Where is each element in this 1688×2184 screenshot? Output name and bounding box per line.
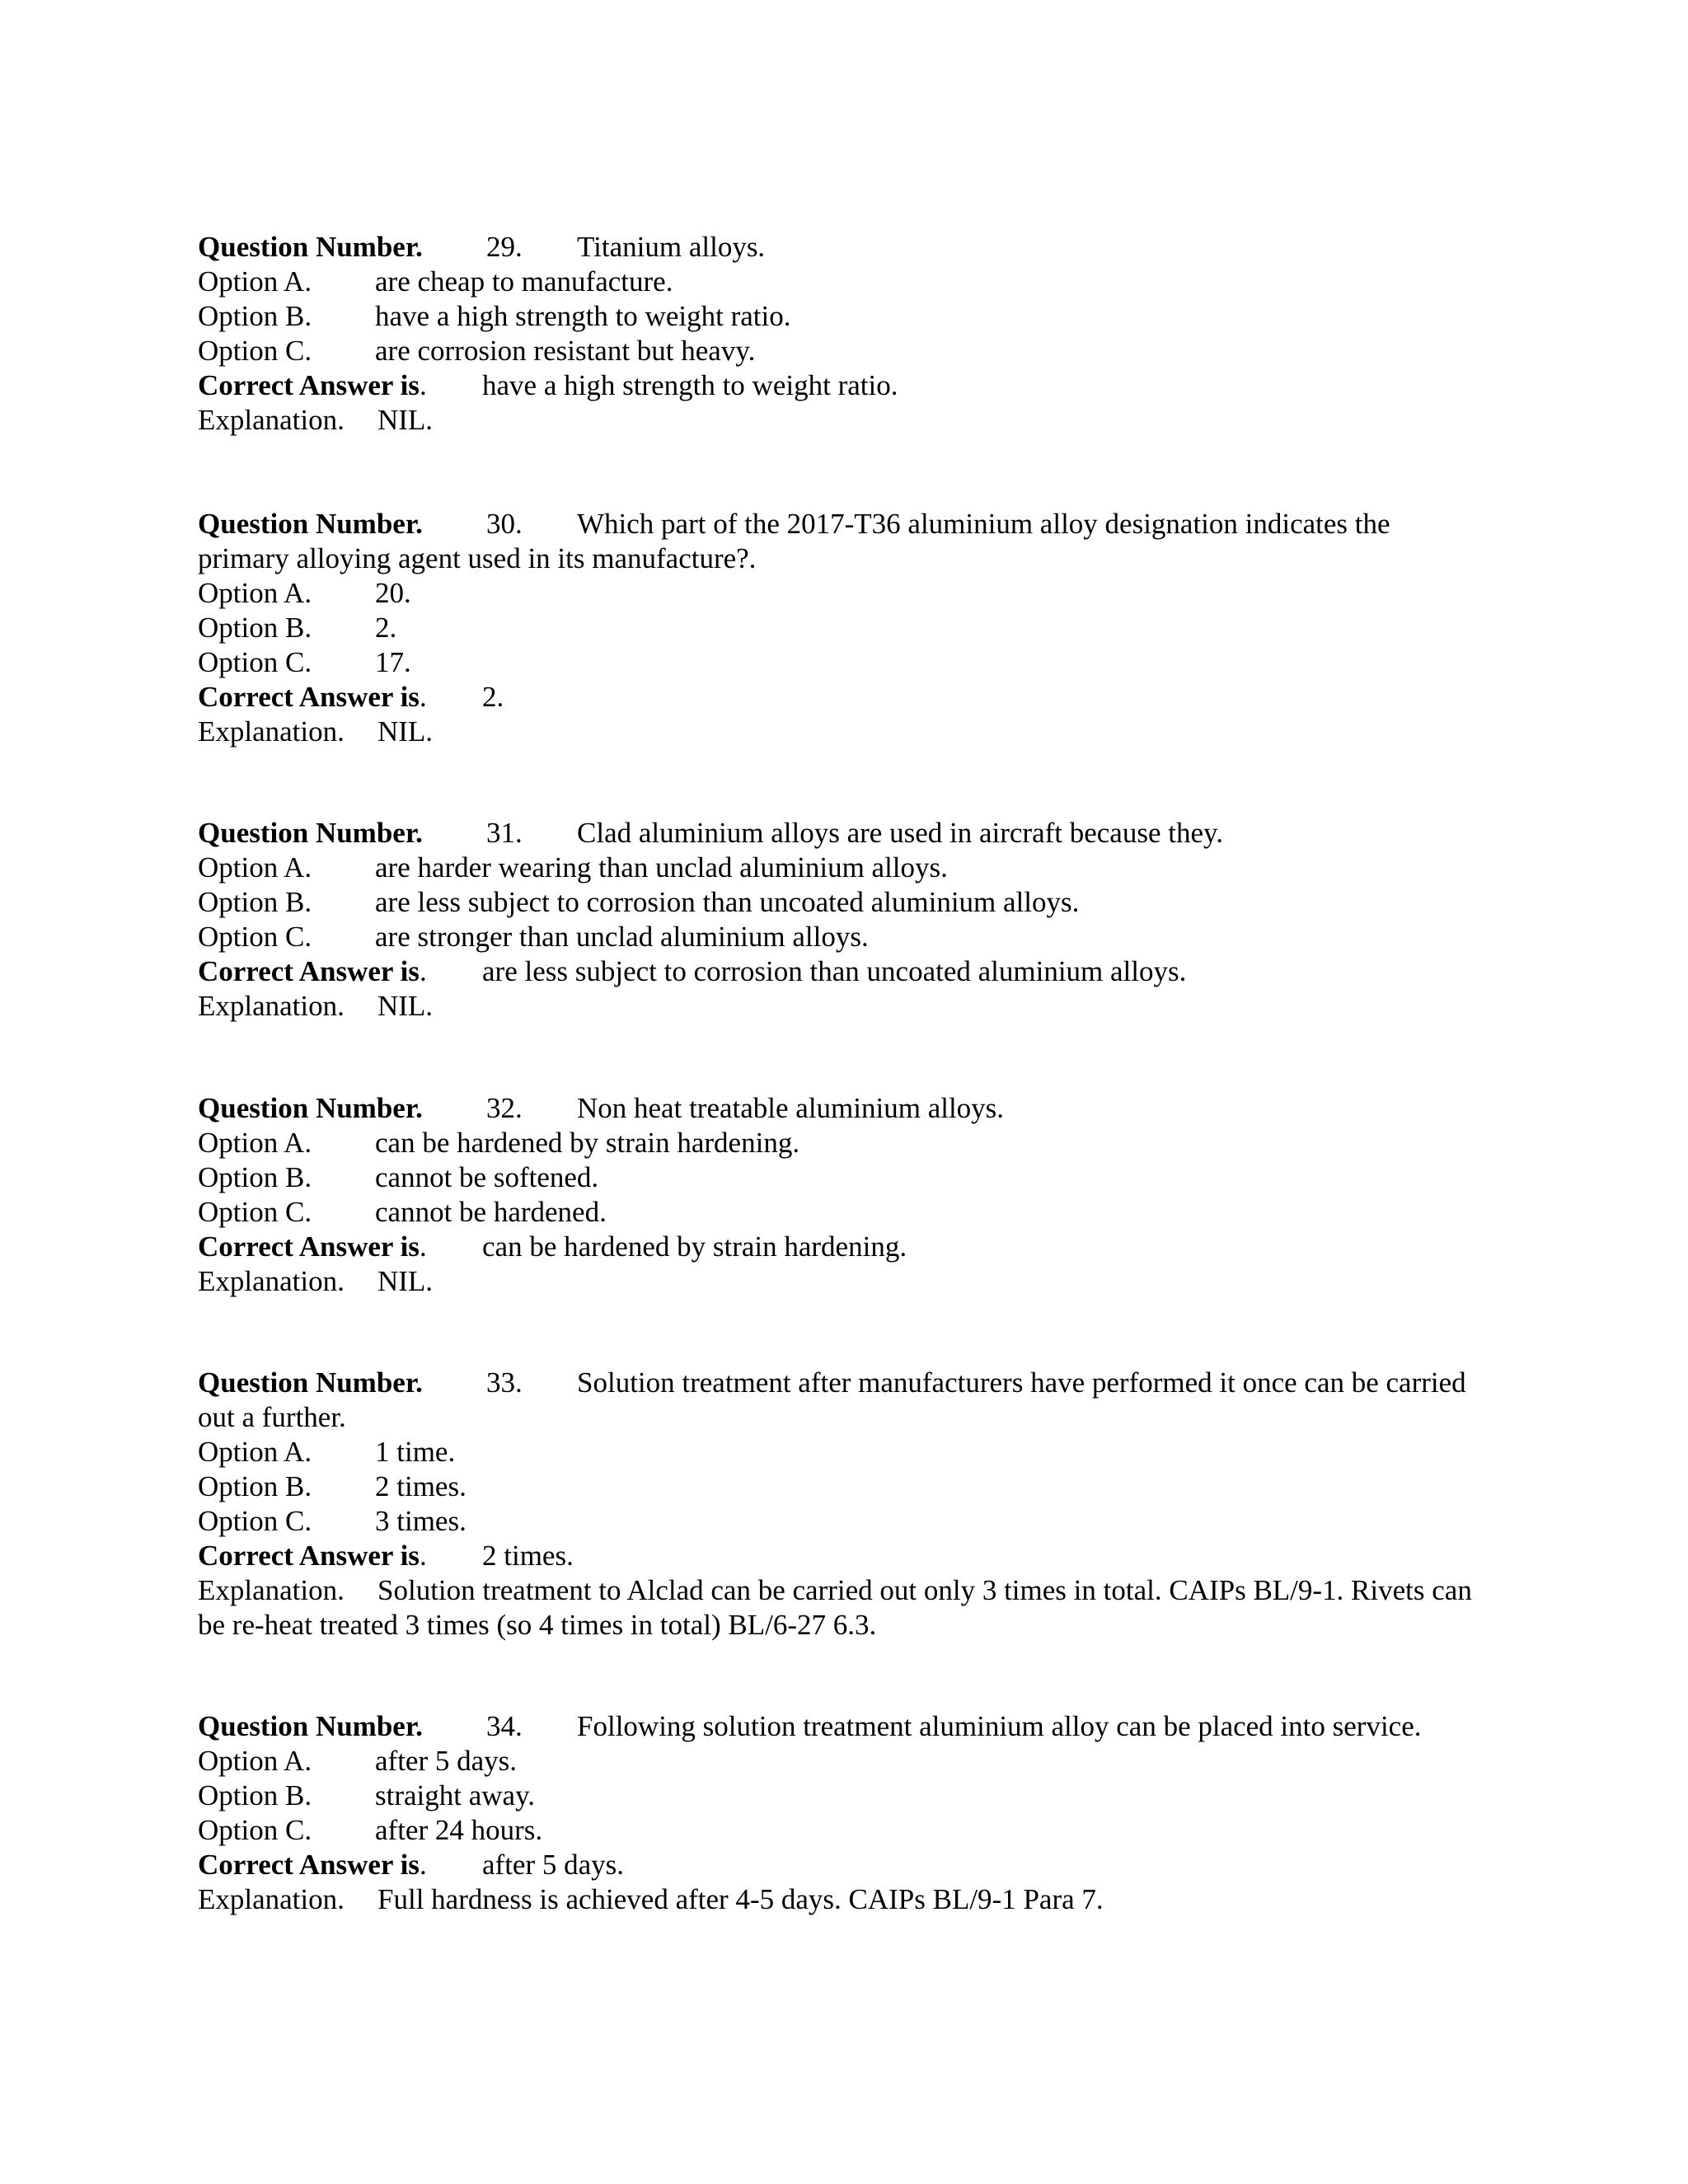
answer-label	[198, 1848, 482, 1882]
question-number-label: Question Number.	[198, 508, 423, 540]
option-text: after 5 days.	[375, 1745, 518, 1777]
option-text: 1 time.	[375, 1436, 456, 1468]
option-line	[198, 885, 1484, 920]
option-label: Option A.	[198, 851, 312, 883]
option-label: Option C.	[198, 1196, 312, 1228]
question-text: Following solution treatment aluminium alloy can be placed into service.	[577, 1710, 1422, 1742]
option-text: 2 times.	[375, 1470, 467, 1502]
option-line	[198, 1813, 1484, 1848]
question-line	[198, 816, 1484, 851]
answer-text: 2 times.	[482, 1540, 574, 1572]
option-text: cannot be softened.	[375, 1161, 599, 1193]
option-text: 20.	[375, 577, 411, 609]
question-line	[198, 1366, 1484, 1435]
option-text: are corrosion resistant but heavy.	[375, 335, 756, 367]
option-label: Option C.	[198, 1814, 312, 1846]
answer-label-bold: Correct Answer is	[198, 681, 420, 713]
option-text: 2.	[375, 612, 397, 644]
option-label: Option C.	[198, 646, 312, 678]
option-line	[198, 851, 1484, 885]
question-line	[198, 1091, 1484, 1126]
option-text: are harder wearing than unclad aluminium alloys.	[375, 851, 948, 883]
explanation-line	[198, 1264, 1484, 1299]
option-line	[198, 611, 1484, 645]
answer-text: have a high strength to weight ratio.	[482, 369, 898, 401]
question-text: Clad aluminium alloys are used in aircraft because they.	[577, 817, 1223, 849]
option-text: have a high strength to weight ratio.	[375, 300, 791, 332]
option-line	[198, 1744, 1484, 1779]
explanation-line	[198, 989, 1484, 1024]
answer-label	[198, 680, 482, 715]
answer-text: are less subject to corrosion than uncoated aluminium alloys.	[482, 955, 1187, 987]
explanation-text: NIL.	[377, 990, 434, 1022]
question-line	[198, 230, 1484, 265]
question-number-label: Question Number.	[198, 1710, 423, 1742]
answer-line	[198, 680, 1484, 715]
option-text: are less subject to corrosion than uncoated aluminium alloys.	[375, 886, 1080, 918]
option-label: Option A.	[198, 577, 312, 609]
question-block	[198, 230, 1484, 438]
option-line	[198, 576, 1484, 611]
answer-label-dot: .	[419, 1230, 427, 1263]
option-line	[198, 334, 1484, 368]
option-text: are cheap to manufacture.	[375, 265, 673, 298]
option-line	[198, 299, 1484, 334]
answer-text: 2.	[482, 681, 504, 713]
question-number: 34.	[486, 1710, 523, 1742]
answer-text: can be hardened by strain hardening.	[482, 1230, 907, 1263]
option-label: Option A.	[198, 1127, 312, 1159]
question-block	[198, 816, 1484, 1024]
answer-label-bold: Correct Answer is	[198, 1849, 420, 1881]
option-label: Option B.	[198, 1470, 312, 1502]
option-text: cannot be hardened.	[375, 1196, 607, 1228]
explanation-label: Explanation.	[198, 715, 345, 748]
answer-line	[198, 1539, 1484, 1573]
explanation-line	[198, 715, 1484, 749]
option-text: can be hardened by strain hardening.	[375, 1127, 800, 1159]
option-label: Option C.	[198, 1505, 312, 1537]
answer-label-bold: Correct Answer is	[198, 955, 420, 987]
question-text: Which part of the 2017-T36 aluminium alloy designation indicates the primary alloying agent used in its manufacture?.	[198, 508, 1390, 574]
answer-label-dot: .	[419, 1849, 427, 1881]
question-block	[198, 507, 1484, 749]
explanation-text: Full hardness is achieved after 4-5 days. CAIPs BL/9-1 Para 7.	[377, 1883, 1104, 1915]
option-label: Option B.	[198, 612, 312, 644]
option-line	[198, 1469, 1484, 1504]
answer-label-bold: Correct Answer is	[198, 1540, 420, 1572]
option-label: Option A.	[198, 1745, 312, 1777]
option-line	[198, 645, 1484, 680]
answer-label-dot: .	[419, 369, 427, 401]
option-label: Option B.	[198, 886, 312, 918]
answer-line	[198, 1848, 1484, 1882]
question-line	[198, 507, 1484, 576]
answer-label	[198, 954, 482, 989]
question-number-label: Question Number.	[198, 817, 423, 849]
question-line	[198, 1709, 1484, 1744]
question-block	[198, 1091, 1484, 1299]
question-number: 31.	[486, 817, 523, 849]
question-text: Titanium alloys.	[577, 231, 766, 263]
question-number-label: Question Number.	[198, 231, 423, 263]
option-line	[198, 1195, 1484, 1230]
option-text: are stronger than unclad aluminium alloys.	[375, 921, 869, 953]
explanation-text: NIL.	[377, 715, 434, 748]
question-number-label: Question Number.	[198, 1366, 423, 1399]
question-text: Non heat treatable aluminium alloys.	[577, 1092, 1005, 1124]
answer-line	[198, 954, 1484, 989]
option-label: Option B.	[198, 300, 312, 332]
question-block	[198, 1709, 1484, 1917]
answer-label-dot: .	[419, 1540, 427, 1572]
answer-label	[198, 368, 482, 403]
option-text: straight away.	[375, 1779, 536, 1811]
option-line	[198, 1779, 1484, 1813]
question-number: 30.	[486, 508, 523, 540]
explanation-text: NIL.	[377, 404, 434, 436]
answer-label	[198, 1539, 482, 1573]
option-label: Option B.	[198, 1161, 312, 1193]
explanation-label: Explanation.	[198, 1883, 345, 1915]
option-text: 17.	[375, 646, 411, 678]
option-line	[198, 1435, 1484, 1469]
question-number: 32.	[486, 1092, 523, 1124]
answer-line	[198, 1230, 1484, 1264]
question-number: 29.	[486, 231, 523, 263]
answer-text: after 5 days.	[482, 1849, 625, 1881]
option-text: 3 times.	[375, 1505, 467, 1537]
question-block	[198, 1366, 1484, 1643]
explanation-line	[198, 403, 1484, 438]
explanation-text: NIL.	[377, 1265, 434, 1297]
explanation-label: Explanation.	[198, 1574, 345, 1606]
answer-line	[198, 368, 1484, 403]
option-label: Option A.	[198, 265, 312, 298]
option-line	[198, 1504, 1484, 1539]
option-label: Option A.	[198, 1436, 312, 1468]
option-line	[198, 1126, 1484, 1160]
answer-label-dot: .	[419, 681, 427, 713]
option-label: Option B.	[198, 1779, 312, 1811]
answer-label-bold: Correct Answer is	[198, 369, 420, 401]
explanation-label: Explanation.	[198, 990, 345, 1022]
option-text: after 24 hours.	[375, 1814, 543, 1846]
question-number-label: Question Number.	[198, 1092, 423, 1124]
question-number: 33.	[486, 1366, 523, 1399]
option-line	[198, 920, 1484, 954]
explanation-text: Solution treatment to Alclad can be carried out only 3 times in total. CAIPs BL/9-1. Rivets can be re-heat treated 3 times (so 4 times in total) BL/6-27 6.3.	[198, 1574, 1472, 1641]
question-text: Solution treatment after manufacturers have performed it once can be carried out a further.	[198, 1366, 1466, 1433]
option-label: Option C.	[198, 335, 312, 367]
explanation-label: Explanation.	[198, 1265, 345, 1297]
answer-label-dot: .	[419, 955, 427, 987]
explanation-label: Explanation.	[198, 404, 345, 436]
option-line	[198, 265, 1484, 299]
explanation-line	[198, 1573, 1484, 1643]
explanation-line	[198, 1882, 1484, 1917]
answer-label-bold: Correct Answer is	[198, 1230, 420, 1263]
answer-label	[198, 1230, 482, 1264]
option-label: Option C.	[198, 921, 312, 953]
option-line	[198, 1160, 1484, 1195]
